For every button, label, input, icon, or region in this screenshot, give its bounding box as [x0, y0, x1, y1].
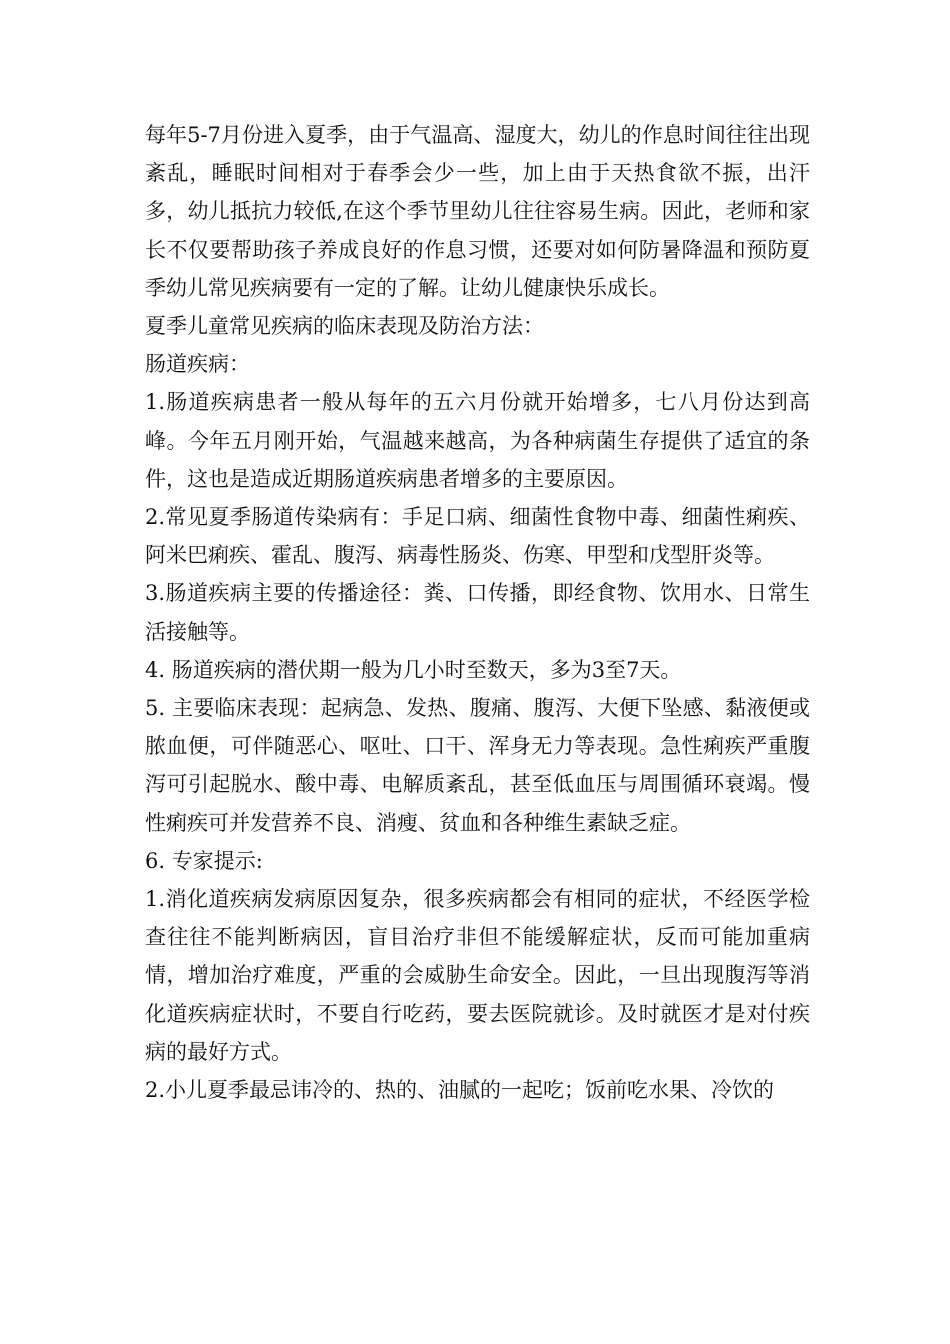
paragraph-item-2: 2.常见夏季肠道传染病有：手足口病、细菌性食物中毒、细菌性痢疾、阿米巴痢疾、霍乱、腹泻、病毒性肠炎、伤寒、甲型和戊型肝炎等。 [145, 505, 810, 568]
paragraph-intro: 每年5-7月份进入夏季，由于气温高、湿度大，幼儿的作息时间往往出现紊乱，睡眠时间相对于春季会少一些，加上由于天热食欲不振，出汗多，幼儿抵抗力较低,在这个季节里幼儿往往容易生病。因此，老师和家长不仅要帮助孩子养成良好的作息习惯，还要对如何防暑降温和预防夏季幼儿常见疾病要有一定的了解。让幼儿健康快乐成长。 [145, 123, 810, 300]
paragraph-subheading-intestinal: 肠道疾病： [145, 352, 250, 377]
paragraph-section-title: 夏季儿童常见疾病的临床表现及防治方法： [145, 314, 544, 339]
paragraph-item-6: 6. 专家提示: [145, 848, 263, 873]
document-body [145, 116, 810, 1109]
paragraph-item-5: 5. 主要临床表现：起病急、发热、腹痛、腹泻、大便下坠感、黏液便或脓血便，可伴随恶心、呕吐、口干、浑身无力等表现。急性痢疾严重腹泻可引起脱水、酸中毒、电解质紊乱，甚至低血压与周围循环衰竭。慢性痢疾可并发营养不良、消瘦、贫血和各种维生素缺乏症。 [145, 696, 810, 835]
paragraph-item-1: 1.肠道疾病患者一般从每年的五六月份就开始增多，七八月份达到高峰。今年五月刚开始，气温越来越高，为各种病菌生存提供了适宜的条件，这也是造成近期肠道疾病患者增多的主要原因。 [145, 390, 810, 491]
paragraph-tip-2: 2.小儿夏季最忌讳冷的、热的、油腻的一起吃；饭前吃水果、冷饮的 [145, 1078, 775, 1103]
paragraph-item-4: 4. 肠道疾病的潜伏期一般为几小时至数天，多为3至7天。 [145, 657, 682, 682]
paragraph-tip-1: 1.消化道疾病发病原因复杂，很多疾病都会有相同的症状，不经医学检查往往不能判断病因，盲目治疗非但不能缓解症状，反而可能加重病情，增加治疗难度，严重的会威胁生命安全。因此，一旦出现腹泻等消化道疾病症状时，不要自行吃药，要去医院就诊。及时就医才是对付疾病的最好方式。 [145, 887, 810, 1064]
paragraph-item-3: 3.肠道疾病主要的传播途径：粪、口传播，即经食物、饮用水、日常生活接触等。 [145, 581, 810, 644]
